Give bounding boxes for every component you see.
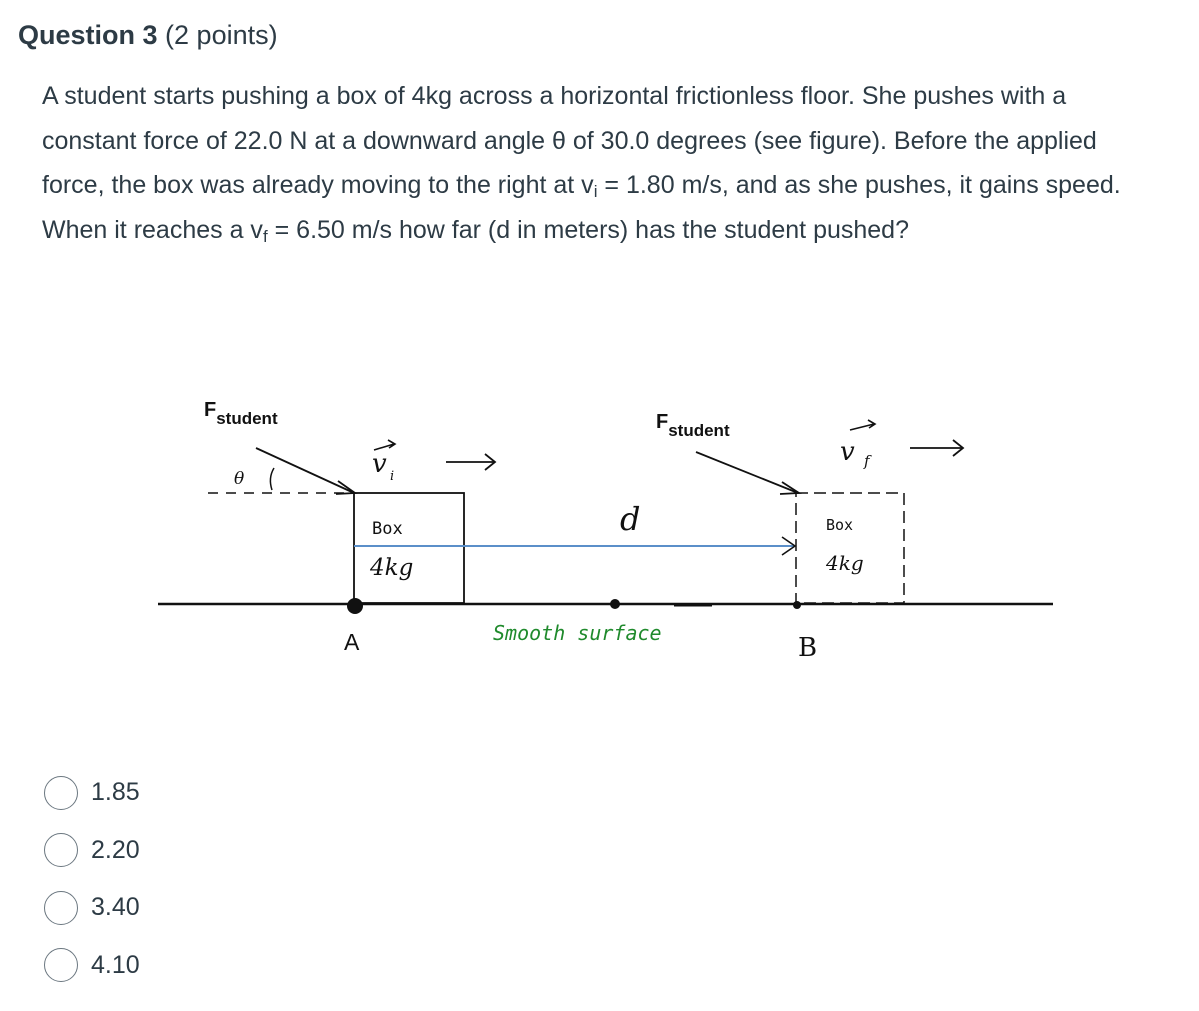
- initial-velocity-label: [372, 440, 395, 484]
- question-text: [42, 74, 1152, 252]
- svg-text:v: v: [372, 449, 387, 479]
- answer-radio[interactable]: [44, 776, 78, 810]
- question-text-subscript-f: f: [262, 226, 268, 246]
- answer-radio[interactable]: [44, 833, 78, 867]
- answer-option[interactable]: [44, 879, 140, 937]
- box-right-mass: 4kg: [826, 551, 864, 575]
- question-points: (2 points): [165, 20, 278, 50]
- box-right-name: Box: [826, 516, 854, 534]
- question-title: Question 3: [18, 20, 158, 50]
- answer-option[interactable]: [44, 764, 140, 822]
- surface-label: Smooth surface: [493, 621, 662, 645]
- answer-option[interactable]: [44, 822, 140, 880]
- point-b-dot: [793, 601, 801, 609]
- point-b-label: B: [798, 633, 818, 663]
- distance-arrow: [354, 537, 795, 555]
- answer-label: 4.10: [91, 950, 140, 979]
- answer-option[interactable]: [44, 937, 140, 995]
- answer-label: 3.40: [91, 893, 140, 922]
- theta-symbol: θ: [234, 469, 245, 489]
- question-header: [18, 18, 278, 52]
- question-text-part: = 1.80 m/s, and as she pushes, it gains speed. When it reaches a v: [42, 171, 1121, 244]
- box-left: [354, 493, 464, 603]
- question-text-part: A student starts pushing a box of 4kg across a horizontal frictionless floor. She pushes with a constant force of 22.0 N at a downward angle θ of 30.0 degrees (see figure). Before the applied force, the box was already moving to the right at v: [42, 82, 1097, 199]
- distance-label: d: [620, 500, 641, 538]
- answer-radio[interactable]: [44, 948, 78, 982]
- physics-figure: [150, 390, 1060, 670]
- box-right: [796, 493, 904, 603]
- answer-label: 2.20: [91, 835, 140, 864]
- answer-radio[interactable]: [44, 891, 78, 925]
- question-text-subscript-i: i: [593, 182, 598, 201]
- force-label-left: $F_{student}$: [204, 399, 278, 428]
- svg-text:v: v: [840, 437, 855, 467]
- initial-velocity-arrow: [446, 454, 495, 470]
- box-left-mass: 4kg: [370, 555, 414, 581]
- final-velocity-label: [840, 420, 875, 470]
- final-velocity-arrow: [910, 440, 963, 456]
- svg-text:i: i: [390, 469, 395, 484]
- angle-arc: [270, 468, 274, 490]
- surface-dot: [610, 599, 620, 609]
- point-a-label: A: [344, 629, 360, 655]
- question-text-part: = 6.50 m/s how far (d in meters) has the student pushed?: [267, 215, 909, 244]
- force-label-right: $F_{student}$: [656, 411, 730, 440]
- box-left-name: Box: [372, 519, 403, 539]
- svg-text:f: f: [864, 452, 870, 470]
- force-arrow-right: [696, 452, 799, 494]
- point-a-dot: [347, 598, 363, 614]
- answer-label: 1.85: [91, 778, 140, 807]
- answer-options: [44, 764, 140, 994]
